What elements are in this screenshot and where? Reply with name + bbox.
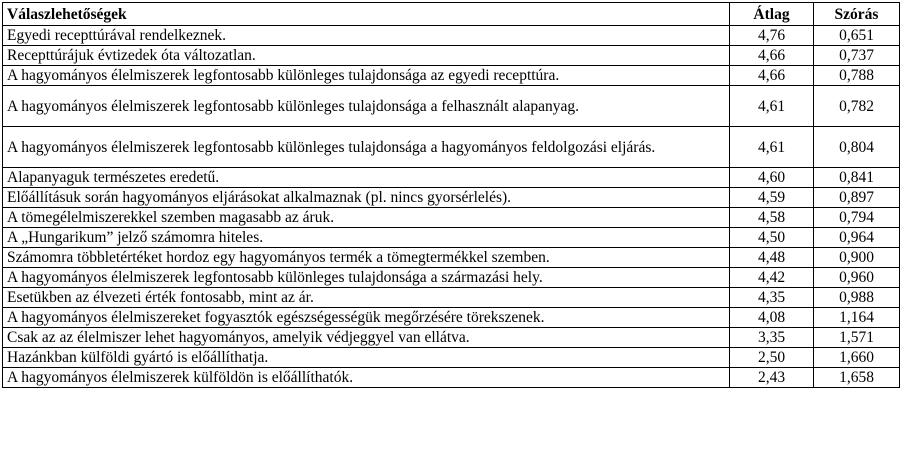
- table-row: [3, 368, 900, 388]
- mean-value: 4,35: [730, 288, 814, 308]
- mean-value: 4,48: [730, 248, 814, 268]
- header-mean: Átlag: [730, 3, 814, 26]
- sd-value: 1,658: [814, 368, 900, 388]
- table-row: [3, 228, 900, 248]
- option-text: A „Hungarikum” jelző számomra hiteles.: [3, 228, 730, 248]
- sd-value: 0,794: [814, 208, 900, 228]
- sd-value: 0,841: [814, 168, 900, 188]
- mean-value: 4,61: [730, 127, 814, 168]
- option-text: Előállításuk során hagyományos eljárásokat alkalmaznak (pl. nincs gyorsérlelés).: [3, 188, 730, 208]
- table-row: [3, 208, 900, 228]
- sd-value: 1,571: [814, 328, 900, 348]
- option-text: A tömegélelmiszerekkel szemben magasabb az áruk.: [3, 208, 730, 228]
- sd-value: 0,737: [814, 46, 900, 66]
- table-row: [3, 86, 900, 127]
- table-row: [3, 328, 900, 348]
- table-row: [3, 46, 900, 66]
- mean-value: 4,66: [730, 66, 814, 86]
- option-text: Recepttúrájuk évtizedek óta változatlan.: [3, 46, 730, 66]
- option-text: Alapanyaguk természetes eredetű.: [3, 168, 730, 188]
- mean-value: 4,76: [730, 26, 814, 46]
- table-row: [3, 26, 900, 46]
- sd-value: 0,782: [814, 86, 900, 127]
- table-row: [3, 66, 900, 86]
- table-row: [3, 188, 900, 208]
- mean-value: 2,43: [730, 368, 814, 388]
- table-row: [3, 248, 900, 268]
- sd-value: 0,900: [814, 248, 900, 268]
- mean-value: 4,59: [730, 188, 814, 208]
- option-text: A hagyományos élelmiszerek legfontosabb különleges tulajdonsága az egyedi recepttúra.: [3, 66, 730, 86]
- mean-value: 2,50: [730, 348, 814, 368]
- sd-value: 0,964: [814, 228, 900, 248]
- option-text: A hagyományos élelmiszereket fogyasztók egészségességük megőrzésére törekszenek.: [3, 308, 730, 328]
- sd-value: 1,164: [814, 308, 900, 328]
- sd-value: 0,897: [814, 188, 900, 208]
- header-sd: Szórás: [814, 3, 900, 26]
- mean-value: 4,08: [730, 308, 814, 328]
- option-text: A hagyományos élelmiszerek legfontosabb különleges tulajdonsága a hagyományos feldolgozási eljárás.: [3, 127, 730, 168]
- header-row: [3, 3, 900, 26]
- sd-value: 0,788: [814, 66, 900, 86]
- table-row: [3, 308, 900, 328]
- sd-value: 0,804: [814, 127, 900, 168]
- mean-value: 4,61: [730, 86, 814, 127]
- mean-value: 3,35: [730, 328, 814, 348]
- table-row: [3, 288, 900, 308]
- results-table: [2, 2, 900, 388]
- table-row: [3, 168, 900, 188]
- option-text: Számomra többletértéket hordoz egy hagyományos termék a tömegtermékkel szemben.: [3, 248, 730, 268]
- option-text: A hagyományos élelmiszerek legfontosabb különleges tulajdonsága a származási hely.: [3, 268, 730, 288]
- option-text: Egyedi recepttúrával rendelkeznek.: [3, 26, 730, 46]
- mean-value: 4,58: [730, 208, 814, 228]
- sd-value: 1,660: [814, 348, 900, 368]
- mean-value: 4,42: [730, 268, 814, 288]
- option-text: Esetükben az élvezeti érték fontosabb, mint az ár.: [3, 288, 730, 308]
- header-options: Válaszlehetőségek: [3, 3, 730, 26]
- mean-value: 4,60: [730, 168, 814, 188]
- option-text: A hagyományos élelmiszerek legfontosabb különleges tulajdonsága a felhasznált alapanyag.: [3, 86, 730, 127]
- sd-value: 0,960: [814, 268, 900, 288]
- mean-value: 4,50: [730, 228, 814, 248]
- mean-value: 4,66: [730, 46, 814, 66]
- table-row: [3, 268, 900, 288]
- sd-value: 0,988: [814, 288, 900, 308]
- table-row: [3, 127, 900, 168]
- sd-value: 0,651: [814, 26, 900, 46]
- option-text: Csak az az élelmiszer lehet hagyományos, amelyik védjeggyel van ellátva.: [3, 328, 730, 348]
- option-text: A hagyományos élelmiszerek külföldön is előállíthatók.: [3, 368, 730, 388]
- option-text: Hazánkban külföldi gyártó is előállíthatja.: [3, 348, 730, 368]
- table-row: [3, 348, 900, 368]
